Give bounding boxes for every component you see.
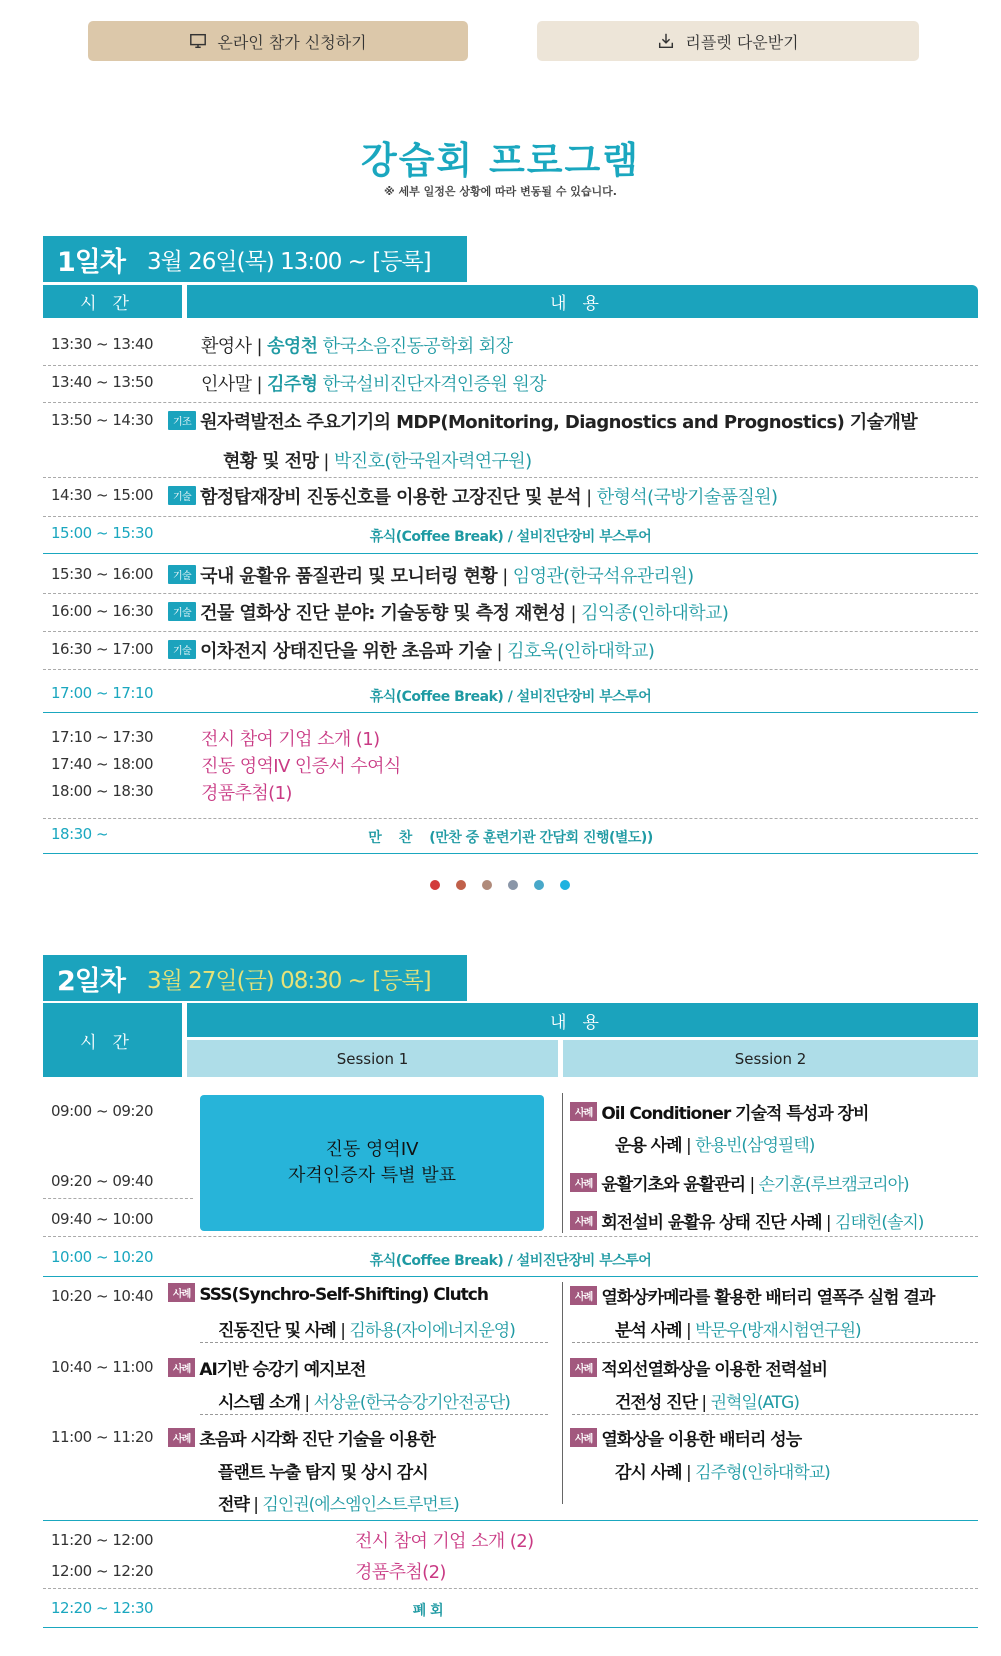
break-label: 휴식(Coffee Break) / 설비진단장비 부스투어: [369, 689, 652, 705]
dot: [430, 880, 440, 890]
day1-row-7: 16:30 ~ 17:00 기술 이차전지 상태진단을 위한 초음파 기술 | 김호욱(인하대학교): [51, 640, 655, 662]
time-cell: 09:00 ~ 09:20: [51, 1102, 154, 1120]
dot: [508, 880, 518, 890]
dot: [456, 880, 466, 890]
lucky-draw-2: 경품추첨(2): [355, 1562, 446, 1583]
time-cell: 14:30 ~ 15:00: [51, 486, 154, 504]
content-cell: 기술 함정탑재장비 진동신호를 이용한 고장진단 및 분석 | 한형석(국방기술품질원): [168, 483, 777, 509]
time-cell: 13:30 ~ 13:40: [51, 335, 154, 353]
time-cell: 13:50 ~ 14:30: [51, 411, 154, 429]
content-cell: 환영사 | 송영천 한국소음진동공학회 회장: [201, 336, 513, 357]
day1-row-8: 17:10 ~ 17:30 17:40 ~ 18:00 18:00 ~ 18:30 전시 참여 기업 소개 (1) 진동 영역IV 인증서 수여식 경품추첨(1): [51, 728, 401, 804]
leaflet-download-button[interactable]: [537, 21, 919, 61]
day1-break-1: 15:00 ~ 15:30: [51, 524, 154, 542]
content-cell: 인사말 | 김주형 한국설비진단자격인증원 원장: [201, 374, 546, 395]
keynote-badge: 기조: [168, 411, 196, 430]
session1-header: Session 1: [187, 1040, 558, 1077]
day1-date: 3월 26일(목) 13:00 ~ [등록]: [146, 248, 431, 275]
day1-row-2: [43, 373, 978, 403]
day1-col-time: 시간: [43, 285, 182, 318]
divider-dots: [430, 880, 570, 890]
page-subtitle: ※ 세부 일정은 상황에 따라 변동될 수 있습니다.: [384, 185, 617, 198]
s1-talk-2: 사례 AI기반 승강기 예지보전: [168, 1355, 365, 1380]
day2-break: 10:00 ~ 10:20: [51, 1248, 154, 1266]
day1-row-6: 16:00 ~ 16:30 기술 건물 열화상 진단 분야: 기술동향 및 측정 재현성 | 김익종(인하대학교): [51, 602, 729, 624]
day2-header: [43, 955, 467, 1001]
dot: [534, 880, 544, 890]
content-cell: 기조 원자력발전소 주요기기의 MDP(Monitoring, Diagnostics and Prognostics) 기술개발: [168, 408, 917, 434]
day1-break-2: 17:00 ~ 17:10: [51, 684, 154, 702]
page-title: 강습회 프로그램: [360, 139, 641, 182]
time-cell: 13:40 ~ 13:50: [51, 373, 154, 391]
s1-talk-1: 사례 SSS(Synchro-Self-Shifting) Clutch: [168, 1283, 488, 1305]
break-label: 휴식(Coffee Break) / 설비진단장비 부스투어: [369, 529, 652, 545]
s2-talk-3: 사례 회전설비 윤활유 상태 진단 사례 | 김태헌(솔지): [570, 1208, 923, 1233]
closing-label: 폐 회: [412, 1603, 444, 1619]
online-apply-button[interactable]: [88, 21, 468, 61]
online-apply-label: 온라인 참가 신청하기: [217, 32, 367, 52]
leaflet-download-label: 리플렛 다운받기: [685, 32, 799, 52]
day1-dinner: 18:30 ~: [51, 825, 109, 843]
day1-col-content: 내용: [187, 285, 978, 318]
dinner-label: 만 찬 (만찬 중 훈련기관 간담회 진행(별도)): [368, 830, 653, 846]
dot: [560, 880, 570, 890]
day1-row-1: [43, 335, 978, 365]
day2-date: 3월 27일(금) 08:30 ~ [등록]: [146, 967, 431, 994]
exhibit-intro-2: 전시 참여 기업 소개 (2): [355, 1531, 534, 1552]
day2-label: 2일차: [57, 965, 125, 997]
s2-talk-5: 사례 적외선열화상을 이용한 전력설비: [570, 1355, 827, 1380]
time-cell: 09:20 ~ 09:40: [51, 1172, 154, 1190]
s2-talk-1: 사례 Oil Conditioner 기술적 특성과 장비: [570, 1099, 868, 1124]
day1-row-3: 13:50 ~ 14:30 기조 원자력발전소 주요기기의 MDP(Monitoring, Diagnostics and Prognostics) 기술개발 현황 및 전망 | 박진호(한국원자력연구원): [43, 411, 978, 481]
s2-talk-6: 사례 열화상을 이용한 배터리 성능: [570, 1425, 801, 1450]
dot: [482, 880, 492, 890]
session1-special-box: 진동 영역IV 자격인증자 특별 발표: [200, 1095, 544, 1231]
download-icon: [657, 32, 675, 50]
day1-row-5: 15:30 ~ 16:00 기술 국내 윤활유 품질관리 및 모니터링 현황 | 임영관(한국석유관리원): [51, 565, 694, 587]
time-cell: 09:40 ~ 10:00: [51, 1210, 154, 1228]
monitor-icon: [189, 32, 207, 50]
break-label: 휴식(Coffee Break) / 설비진단장비 부스투어: [369, 1253, 652, 1269]
day2-col-time: 시간: [43, 1003, 182, 1077]
day1-header: [43, 236, 467, 282]
s2-talk-2: 사례 윤활기초와 윤활관리 | 손기훈(루브캠코리아): [570, 1170, 909, 1195]
day1-label: 1일차: [57, 246, 125, 278]
session2-header: Session 2: [563, 1040, 978, 1077]
tech-badge: 기술: [168, 486, 196, 505]
s1-talk-3: 사례 초음파 시각화 진단 기술을 이용한: [168, 1425, 435, 1450]
s2-talk-4: 사례 열화상카메라를 활용한 배터리 열폭주 실험 결과: [570, 1283, 934, 1308]
day2-col-content: 내용: [187, 1003, 978, 1037]
day1-row-4: [43, 486, 978, 516]
